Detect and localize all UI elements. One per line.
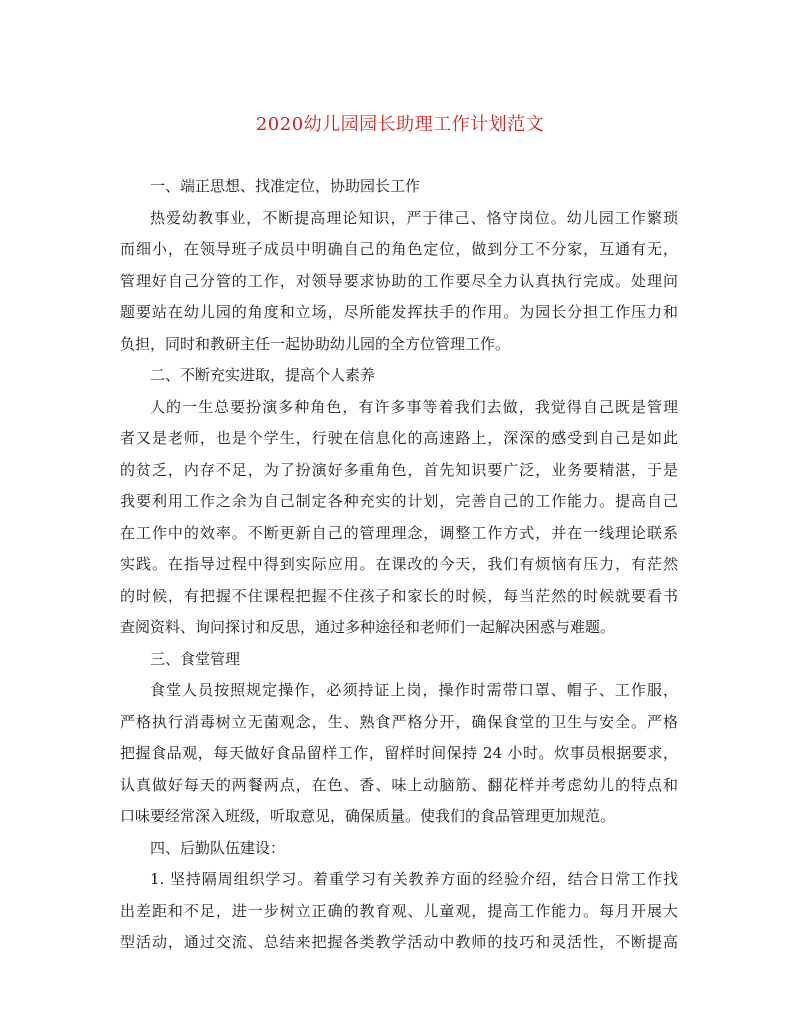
paragraph-line: 认真做好每天的两餐两点，在色、香、味上动脑筋、翻花样并考虑幼儿的特点和 (120, 775, 678, 794)
paragraph-line: 者又是老师，也是个学生，行驶在信息化的高速路上，深深的感受到自己是如此 (120, 429, 678, 447)
paragraph-line: 查阅资料、询问探讨和反思，通过多种途径和老师们一起解决困惑与难题。 (120, 618, 616, 636)
section-heading: 二、不断充实进取，提高个人素养 (150, 366, 376, 384)
document-title: 2020幼儿园园长助理工作计划范文 (255, 114, 545, 135)
paragraph-line: 在工作中的效率。不断更新自己的管理理念，调整工作方式，并在一线理论联系 (120, 523, 678, 542)
paragraph-line: 实践。在指导过程中得到实际应用。在课改的今天，我们有烦恼有压力，有茫然 (120, 555, 678, 573)
paragraph-line: 人的一生总要扮演多种角色，有许多事等着我们去做，我觉得自己既是管理 (150, 397, 678, 416)
paragraph-line: 的贫乏，内存不足，为了扮演好多重角色，首先知识要广泛，业务要精湛，于是 (120, 460, 678, 479)
paragraph-line: 出差距和不足，进一步树立正确的教育观、儿童观，提高工作能力。每月开展大 (120, 901, 678, 920)
paragraph-line: 把握食品观，每天做好食品留样工作，留样时间保持 24 小时。炊事员根据要求， (120, 744, 678, 762)
document-body (120, 171, 678, 959)
paragraph-line: 严格执行消毒树立无菌观念，生、熟食严格分开，确保食堂的卫生与安全。严格 (120, 712, 678, 731)
paragraph-line: 口味要经常深入班级，听取意见，确保质量。使我们的食品管理更加规范。 (120, 807, 616, 825)
paragraph-line: 而细小，在领导班子成员中明确自己的角色定位，做到分工不分家，互通有无， (120, 240, 678, 258)
paragraph-line: 热爱幼教事业，不断提高理论知识，严于律己、恪守岗位。幼儿园工作繁琐 (150, 208, 678, 227)
section-heading: 三、食堂管理 (150, 649, 241, 668)
paragraph-line: 题要站在幼儿园的角度和立场，尽所能发挥扶手的作用。为园长分担工作压力和 (120, 303, 678, 321)
paragraph-line: 负担，同时和教研主任一起协助幼儿园的全方位管理工作。 (120, 334, 511, 353)
section-heading: 四、后勤队伍建设： (150, 838, 286, 857)
paragraph-line: 型活动，通过交流、总结来把握各类教学活动中教师的技巧和灵活性，不断提高 (120, 933, 678, 951)
paragraph-line: 的时候，有把握不住课程把握不住孩子和家长的时候，每当茫然的时候就要看书 (120, 586, 678, 605)
paragraph-line: 我要利用工作之余为自己制定各种充实的计划，完善自己的工作能力。提高自己 (120, 492, 678, 510)
section-heading: 一、端正思想、找准定位，协助园长工作 (150, 177, 421, 195)
paragraph-line: 食堂人员按照规定操作，必须持证上岗，操作时需带口罩、帽子、工作服， (150, 681, 678, 699)
paragraph-line: 1. 坚持隔周组织学习。着重学习有关教养方面的经验介绍，结合日常工作找 (150, 870, 678, 888)
paragraph-line: 管理好自己分管的工作，对领导要求协助的工作要尽全力认真执行完成。处理问 (120, 271, 678, 290)
